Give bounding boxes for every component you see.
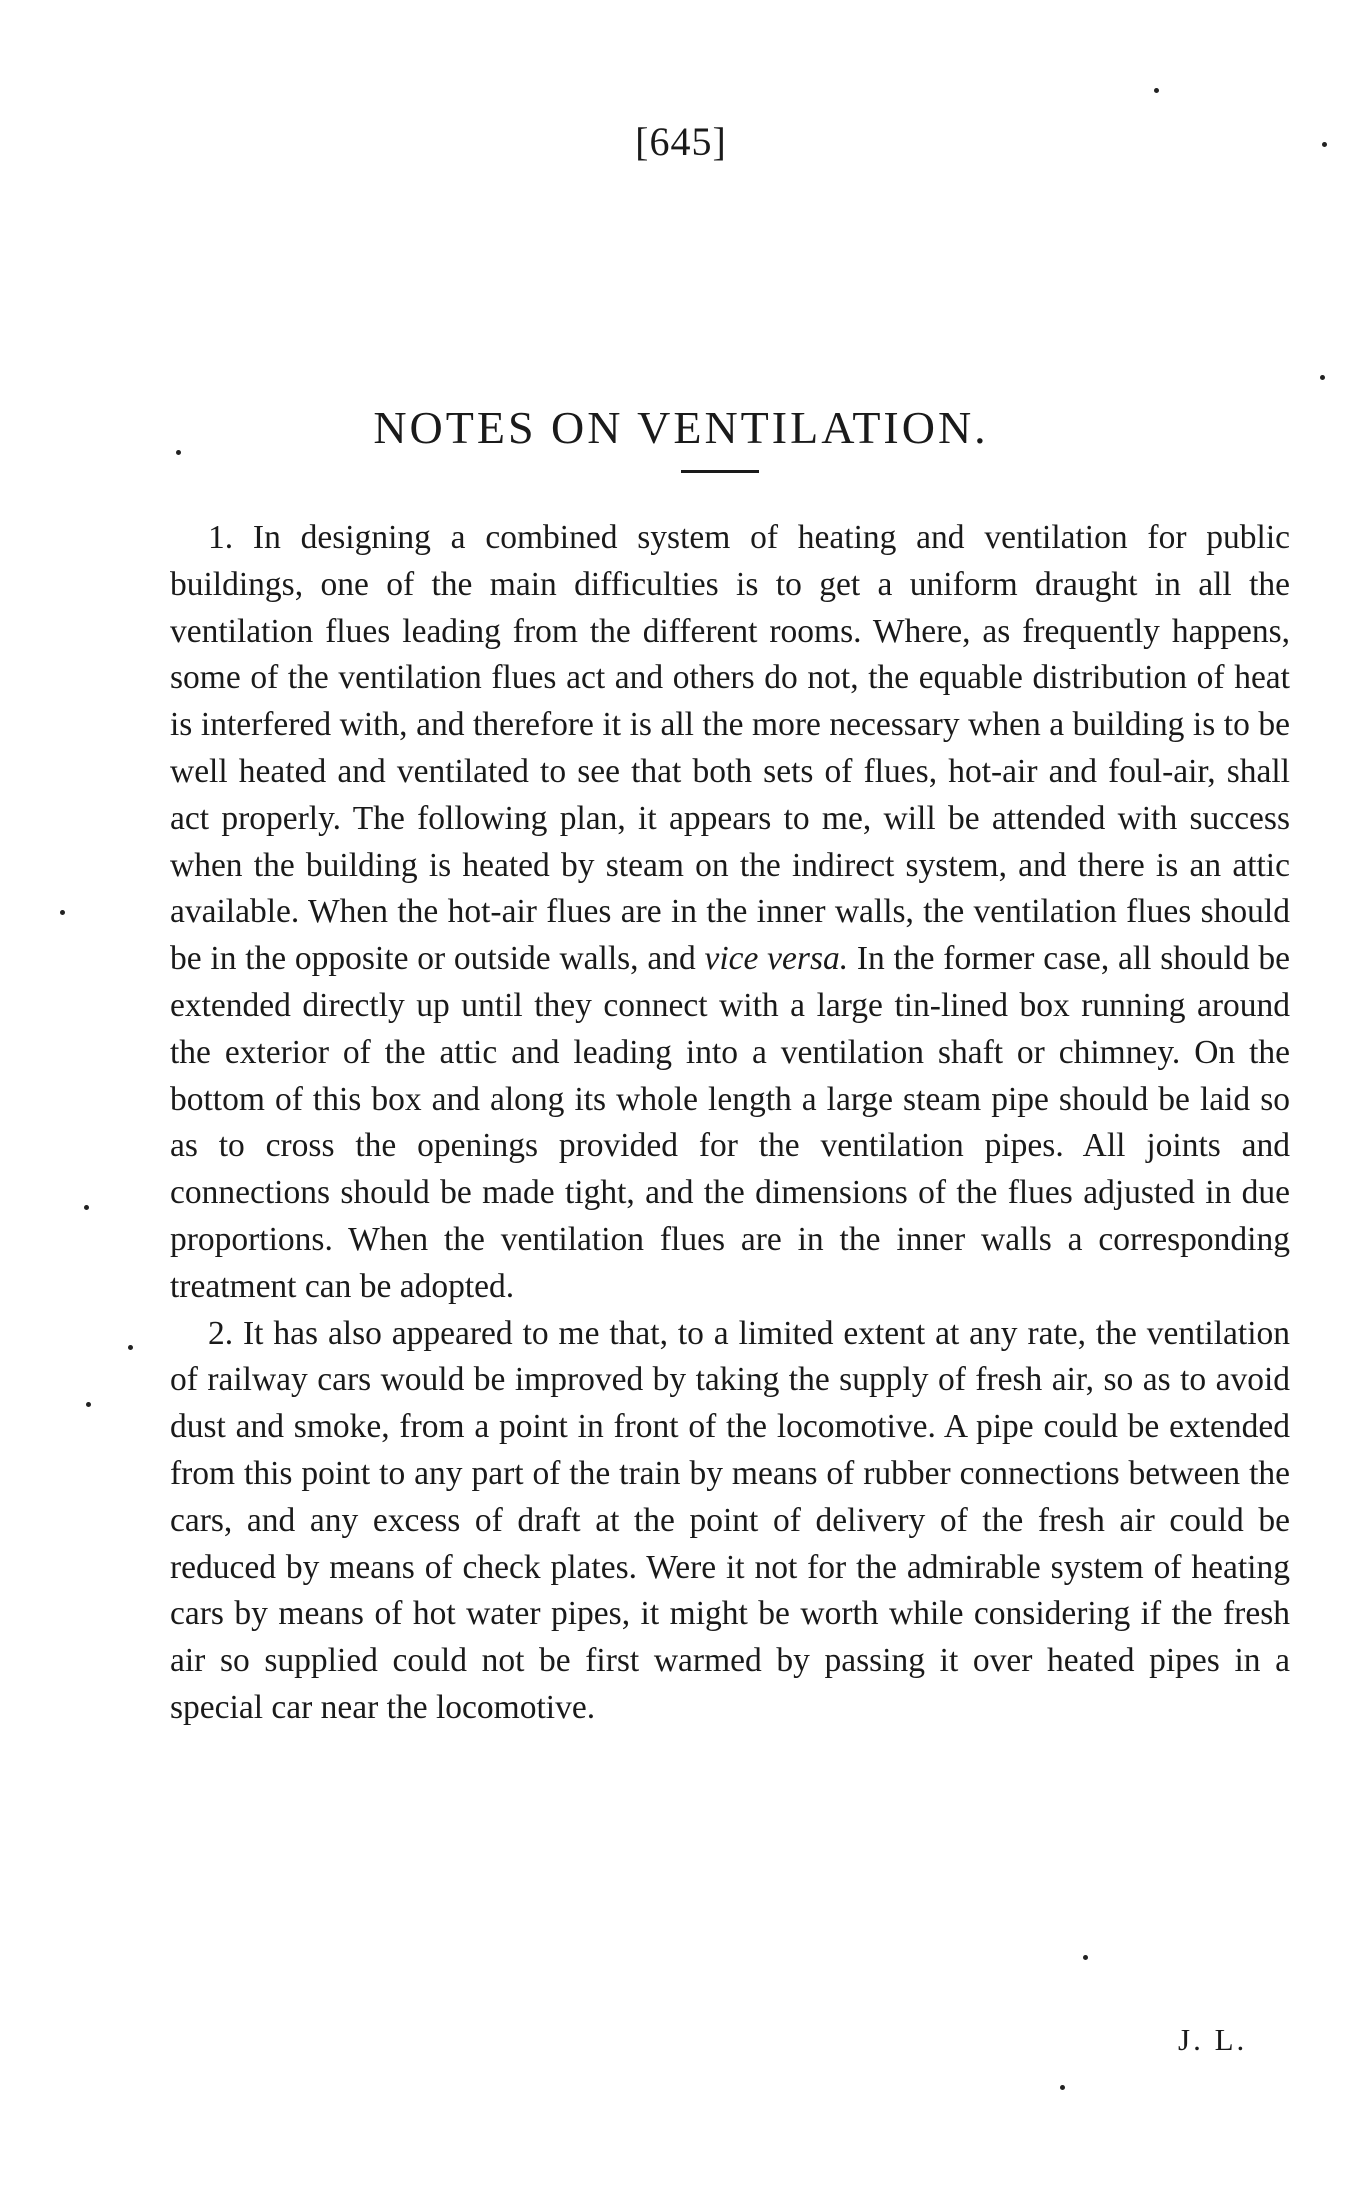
title-divider: [681, 470, 759, 473]
scan-speck: [86, 1402, 91, 1407]
article-body: [170, 515, 1290, 1732]
scan-speck: [1060, 2085, 1065, 2090]
paragraph-number: 1.: [208, 519, 234, 556]
paragraph-text: In designing a combined system of heating and ventilation for public buildings, one of the main difficulties is to get a uniform draught in all the ventilation flues leading from the different rooms. Where, as frequently happens, some of the ventilation flues act and others do not, the equable distribution of heat is interfered with, and therefore it is all the more necessary when a building is to be well heated and ventilated to see that both sets of flues, hot-air and foul-air, shall act properly. The following plan, it appears to me, will be attended with success when the building is heated by steam on the indirect system, and there is an attic available. When the hot-air flues are in the inner walls, the ventilation flues should be in the opposite or outside walls, and: [170, 519, 1291, 978]
paragraph-number: 2.: [208, 1314, 234, 1352]
scan-speck: [1322, 142, 1327, 147]
scan-speck: [128, 1345, 133, 1350]
scan-speck: [1154, 88, 1159, 93]
paragraph-text-continued: In the former case, all should be extended directly up until they connect with a large tin-lined box running around the exterior of the attic and leading into a ventilation shaft or chimney. On the bottom of this box and along its whole length a large steam pipe should be laid so as to cross the openings provided for the ventilation pipes. All joints and connections should be made tight, and the dimensions of the flues adjusted in due proportions. When the ventilation flues are in the inner walls a corresponding treatment can be adopted.: [170, 940, 1291, 1305]
scan-speck: [84, 1205, 89, 1210]
paragraph-text: It has also appeared to me that, to a limited extent at any rate, the ventilation of railway cars would be improved by taking the supply of fresh air, so as to avoid dust and smoke, from a point in front of the locomotive. A pipe could be extended from this point to any part of the train by means of rubber connections between the cars, and any excess of draft at the point of delivery of the fresh air could be reduced by means of check plates. Were it not for the admirable system of heating cars by means of hot water pipes, it might be worth while considering if the fresh air so supplied could not be first warmed by passing it over heated pipes in a special car near the locomotive.: [170, 1314, 1291, 1726]
scan-speck: [1083, 1955, 1088, 1960]
author-signature: J. L.: [1178, 2022, 1248, 2057]
page-number: [645]: [635, 119, 727, 164]
paragraph-2: [170, 1311, 1290, 1732]
article-title: NOTES ON VENTILATION.: [373, 401, 989, 453]
paragraph-1: [170, 515, 1290, 1311]
scan-speck: [176, 450, 181, 455]
italic-phrase: vice versa.: [704, 940, 849, 978]
scan-speck: [60, 910, 65, 915]
scan-speck: [1320, 375, 1325, 380]
